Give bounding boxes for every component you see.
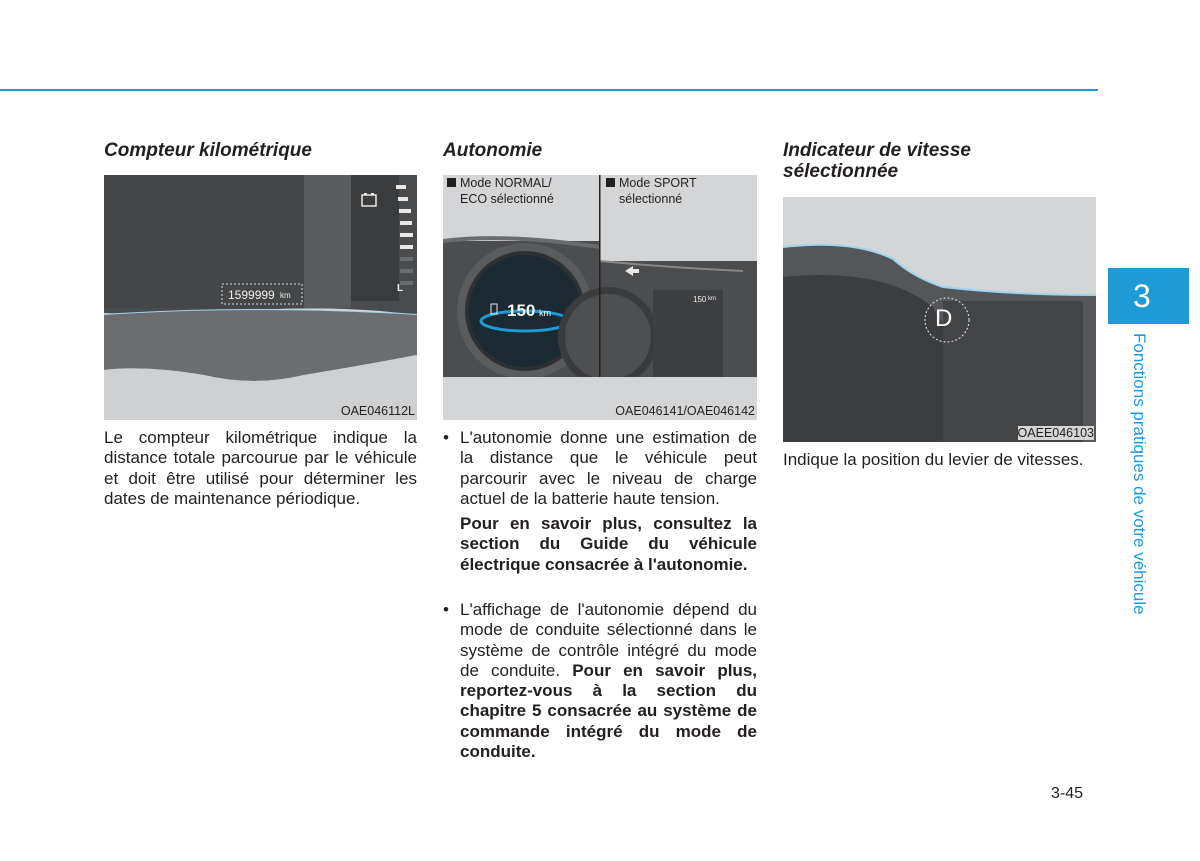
odometer-description: Le compteur kilométrique indique la distance totale parcourue par le véhicule et doit être utilisé pour déterminer les dates de maintenance périodique. xyxy=(104,428,417,508)
gear-letter: D xyxy=(935,305,953,332)
figure-gear-indicator xyxy=(783,197,1096,442)
gear-indicator: L xyxy=(397,283,404,294)
figure-code: OAE046112L xyxy=(340,404,415,418)
list-item xyxy=(443,428,757,509)
sport-range-value: 150 xyxy=(693,295,707,304)
range-unit: km xyxy=(539,308,551,318)
gear-indicator-description: Indique la position du levier de vitesses. xyxy=(783,450,1084,469)
figure-range xyxy=(443,175,757,420)
mode-normal-label: Mode NORMAL/ ECO sélectionné xyxy=(447,175,554,207)
bullet-dot-icon: • xyxy=(443,600,449,619)
chapter-title: Fonctions pratiques de votre véhicule xyxy=(1130,333,1149,615)
mode-sport-label: Mode SPORT sélectionné xyxy=(606,175,697,207)
odometer-unit: km xyxy=(280,291,291,300)
list-item xyxy=(443,600,757,762)
odometer-value: 1599999 xyxy=(228,288,275,302)
heading-range: Autonomie xyxy=(443,140,543,161)
bullet-dot-icon: • xyxy=(443,428,449,447)
sport-range-unit: km xyxy=(708,296,716,302)
page-number: 3-45 xyxy=(1051,785,1084,802)
figure-odometer xyxy=(104,175,417,420)
heading-odometer: Compteur kilométrique xyxy=(104,140,312,161)
range-bullet-2: L'affichage de l'autonomie dépend du mode de conduite sélectionné dans le système de contrôle intégré du mode de conduite. Pour en savoir plus, reportez-vous à la section du chapitre 5 consacrée au système de commande intégré du mode de conduite. xyxy=(460,600,757,762)
range-note: Pour en savoir plus, consultez la section du Guide du véhicule électrique consacrée à l'autonomie. xyxy=(460,514,757,574)
range-value: 150 xyxy=(507,301,536,320)
bullet-square-icon xyxy=(606,178,615,187)
range-bullet-1: L'autonomie donne une estimation de la distance que le véhicule peut parcourir avec le niveau de charge actuel de la batterie haute tension. xyxy=(460,428,757,508)
header-rule xyxy=(0,89,1098,91)
bullet-square-icon xyxy=(447,178,456,187)
heading-gear-indicator: Indicateur de vitesse sélectionnée xyxy=(783,140,971,182)
figure-code: OAE046141/OAE046142 xyxy=(615,404,755,418)
figure-code: OAEE046103 xyxy=(1017,426,1094,440)
chapter-tab: 3 xyxy=(1108,268,1189,324)
